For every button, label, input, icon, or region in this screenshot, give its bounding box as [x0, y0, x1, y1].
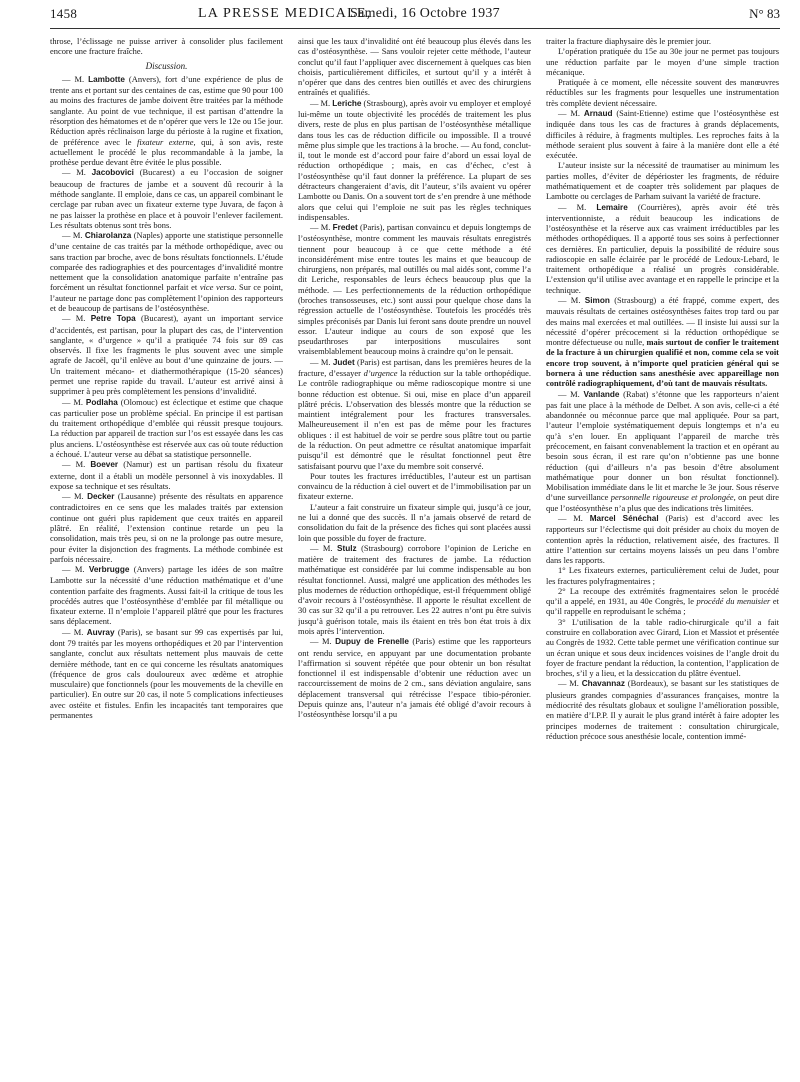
text-run: (Strasbourg) corrobore l’opinion de Leriche en matière de traitement des fractures de jambe. La réduction mathématique est considérée par lui comme indispensable au bon résultat fonctionnel. Aussi, malgré une application des méthodes les plus modernes de réduction orthopédique, est-il fréquemment obligé d’avoir recours à l’ostéosynthèse. Il apporte le résultat excellent de 30 cas sur 32 qu’il a pu retrouver. Les 22 autres n’ont pu être suivis jusqu’à guérison totale, mais ils étaient en très bon état trois à dix mois après l’intervention. [298, 542, 531, 637]
italic-phrase: fixateur externe [136, 136, 194, 147]
column-1 [50, 36, 283, 1076]
text-run: — M. [310, 356, 333, 367]
text-run: — M. [62, 564, 89, 575]
author-name: Boever [90, 460, 119, 470]
text-run: (Strasbourg), après avoir vu employer et employé lui-même un toute objectivité les procédés de traitement les plus divers, reste de plus en plus partisan de l’ostéosynthèse métallique dans tous les cas de réduction difficile ou impossible. Il a trouvé même plus simple que les tractions à la broche. — Au fond, conclut-il, tout le monde est d’accord pour faire d’abord un essai loyal de réduction orthopédique ; mais, en cas d’échec, c’est à l’ostéosynthèse qu’il faut donner la préférence. La plupart de ses détracteurs changeraient d’avis, dit l’auteur, s’ils avaient vu opérer Lambotte ou Danis. On a souvent tort de s’en prendre à une méthode alors que celui qui l’emploie ne suit pas les règles techniques indispensables. [298, 97, 531, 222]
text-run: (Paris) estime que les rapporteurs ont rendu service, en appuyant par une documentation probante l’affirmation si souvent répétée que pour obtenir un bon résultat fonctionnel il est indispensable d’obtenir une réduction avec un raccourcissement de moins de 2 cm., sans déviation angulaire, sans déplacement transversal qui rétrécisse l’espace tibio-péronier. Depuis quinze ans, l’auteur n’a jamais été obligé d’avoir recours à l’ostéosynthèse lorsqu’il a pu [298, 636, 531, 720]
paragraph [298, 357, 531, 471]
author-name: Fredet [332, 223, 358, 233]
bold-phrase: mais surtout de confier le traitement de la fracture à un chirurgien qualifié et non, comme cela se voit encore trop souvent, à n’importe quel praticien général qui se bornera à une réduction sans anesthésie avec appareillage non contrôlé radiographiquement, d’où tant de mauvais résultats. [546, 337, 779, 389]
text-run: — M. [62, 396, 86, 407]
text-run: — M. [62, 626, 87, 637]
author-name: Chavannaz [581, 679, 625, 689]
paragraph [546, 160, 779, 201]
author-name: Auvray [86, 627, 115, 637]
author-name: Marcel Sénéchal [589, 513, 659, 523]
italic-phrase: d’urgence [363, 368, 398, 378]
text-run: Pratiquée à ce moment, elle nécessite souvent des manœuvres réductibles sur les fragments pour lesquelles une instrumentation très complète devient nécessaire. [546, 77, 779, 108]
italic-phrase: procédé du menuisier [696, 596, 771, 607]
text-run: — M. [558, 107, 584, 118]
author-name: Leriche [332, 98, 362, 108]
author-name: Jacobovici [91, 168, 134, 178]
text-run: (Paris), se basant sur 99 cas expertisés par lui, dont 79 traités par les moyens orthopédiques et 20 par l’intervention sanglante, conclut aux résultats nettement plus mauvais de cette dernière méthode, tant en ce qui concerne les résultats anatomiques (fréquence de gros cals douloureux avec œdème et atrophie musculaire) que fonctionnels (pour les mouvements de la cheville en particulier). En outre sur 20 cas, il note 5 complications infectieuses avec ostéite et fistules. Enfin les incapacités tant temporaires que permanentes [50, 626, 283, 720]
paragraph [298, 36, 531, 98]
text-run: — M. [558, 388, 584, 399]
paragraph [546, 202, 779, 296]
text-run: (Paris), partisan convaincu et depuis longtemps de l’ostéosynthèse, montre comment les mauvais résultats enregistrés tiennent pour beaucoup à ce que cette méthode a été inconsidérément mise entre toutes les mains et que beaucoup de chirurgiens, non préparés, mal outillés ou mal aidés sont, comme l’a dit Leriche, responsables de leurs échecs beaucoup plus que la méthode. — Les perfectionnements de la réduction orthopédique (broches transosseuses, etc.) sont aussi pour quelque chose dans la régression actuelle de l’ostéosynthèse. Toutefois les procédés très simples préconisés par Danis lui feront sans doute prendre un nouvel essor. L’auteur indique au cours de son exposé que les pseudarthroses par interpositions musculaires sont vraisemblablement beaucoup moins à craindre qu’on le pensait. [298, 222, 531, 357]
author-name: Verbrugge [88, 565, 130, 575]
paragraph [50, 491, 283, 564]
text-run: (Courrières), après avoir été très interventionniste, a réduit beaucoup les indications de l’ostéosynthèse et la réserve aux cas vraiment irréductibles par les méthodes orthopédiques. Il a apporté tous ses soins à perfectionner ces dernières. En particulier, depuis la possibilité de réduire sous radioscopie en salle éclairée par le procédé de Ledoux-Lebard, le traitement orthopédique a réalisé un progrès considérable. L’extension qu’il utilise avec avantage et en rappelle le principe et la technique. [546, 201, 779, 295]
paragraph [50, 459, 283, 491]
paragraph [546, 389, 779, 513]
italic-phrase: personnelle rigoureuse et prolongée [610, 492, 734, 503]
text-run: 2° La recoupe des extrémités fragmentaires selon le procédé qu’il a appelé, en 1931, au 40e Congrès, le [546, 585, 779, 607]
paragraph [546, 46, 779, 77]
text-run: — M. [62, 73, 89, 84]
text-run: (Bucarest), ayant un important service d’accidentés, est partisan, pour la plupart des cas, de l’intervention sanglante, « d’urgence » qu’il a pratiquée 74 fois sur 89 cas observés. Il fixe les fragments le plus souvent avec une simple agrafe de Jacoël, qu’il enlève au bout d’une quinzaine de jours. — Un traitement mécano- et diathermothérapique (15-20 séances) permet une reprise rapide du travail. L’auteur est arrivé ainsi à supprimer à peu près complètement les pensions d’invalidité. [50, 313, 283, 397]
paragraph [298, 543, 531, 637]
author-name: Petre Topa [90, 314, 136, 324]
text-run: — M. [558, 295, 585, 306]
paragraph [546, 678, 779, 741]
text-run: — M. [310, 222, 333, 233]
text-run: — M. [558, 678, 582, 689]
paragraph [50, 397, 283, 460]
text-run: — M. [310, 542, 338, 553]
text-run: (Paris) est partisan, dans les premières heures de la fracture, d’essayer [298, 356, 531, 378]
paragraph [546, 295, 779, 389]
header-rule [50, 28, 780, 29]
paragraph [50, 627, 283, 721]
text-run: (Bordeaux), se basant sur les statistiques de plusieurs grandes compagnies d’assurances françaises, montre la médiocrité des résultats globaux et souligne l’amélioration possible, en matière d’I.P.P. Il y aurait le plus grand intérêt à faire adopter les principes modernes de traitement : consultation chirurgicale, réduction précoce sous anesthésie locale, contention immé- [546, 678, 779, 741]
text-run: (Naples) apporte une statistique personnelle d’une centaine de cas traités par la méthode orthopédique, avec ou sans traction par broche, avec de bons résultats fonctionnels. L’étude comparée des radiographies et des pourcentages d’invalidité montre nettement que la consolidation anatomique parfaite n’entraîne pas forcément un résultat fonctionnel parfait et [50, 230, 283, 293]
text-run: throse, l’éclissage ne puisse arriver à consolider plus facilement encore une fracture fraîche. [50, 36, 283, 57]
author-name: Dupuy de Frenelle [335, 637, 409, 647]
text-run: traiter la fracture diaphysaire dès le premier jour. [546, 36, 711, 46]
text-run: . Sur ce point, l’auteur ne partage donc pas complètement l’opinion des rapporteurs et de beaucoup de partisans de l’ostéosynthèse. [50, 282, 283, 314]
text-run: ainsi que les taux d’invalidité ont été beaucoup plus élevés dans les cas d’ostéosynthèse. — Sans vouloir rejeter cette méthode, l’auteur conclut qu’il faut l’appliquer avec discernement à quelques cas bien choisis, particulièrement difficiles, et surtout qu’il y a intérêt à n’opérer que dans des centres bien outillés et avec des chirurgiens entraînés et qualifiés. [298, 36, 531, 98]
text-run: , on peut dire que l’ostéosynthèse n’a plus que des indications très limitées. [546, 492, 779, 513]
journal-title: LA PRESSE MEDICALE, [198, 6, 372, 21]
section-heading: Discussion. [145, 60, 188, 71]
paragraph [298, 502, 531, 543]
text-run: la réduction sur la table orthopédique. Le contrôle radiographique ou même radioscopique montre si une bonne réduction est obtenue. Si oui, mise en place d’un appareil plâtré précis. L’observation des blessés montre que la réduction se maintient intégralement pour les fractures transversales. Malheureusement il n’en est pas de même pour les fractures obliques : il est habituel de voir se perdre sous plâtre tout ou partie de la réduction. On peut admettre ce résultat anatomique imparfait puisqu’il est démontré que le résultat fonctionnel peut être satisfaisant pourvu que l’axe du membre soit conservé. [298, 368, 531, 471]
text-run: (Olomouc) est éclectique et estime que chaque cas particulier pose un problème spécial. En principe il est partisan du traitement orthopédique d’emblée qui réussit presque toujours. La réduction par appareil de traction sur l’os est essayée dans les cas plus anciens. L’ostéosynthèse est réservée aux cas où toute réduction a échoué. L’auteur verse au débat sa statistique personnelle. [50, 396, 283, 459]
paragraph [298, 98, 531, 222]
author-name: Vanlande [583, 389, 620, 399]
text-run: — M. [558, 201, 597, 212]
text-run: (Namur) est un partisan résolu du fixateur externe, dont il a établi un modèle personnel à vis inoxydables. Il expose sa technique et ses résultats. [50, 459, 283, 491]
text-run: — M. [62, 230, 85, 241]
text-run: — M. [62, 313, 91, 324]
paragraph [546, 108, 779, 160]
text-run: — M. [62, 459, 91, 470]
author-name: Judet [332, 357, 355, 367]
page-header [50, 6, 780, 28]
text-run: (Saint-Etienne) estime que l’ostéosynthèse est indiquée dans tous les cas de fractures à grands déplacements, difficiles à réduire, à fragments multiples. Les reproches faits à la méthode seraient plus souvent à faire à la manière dont elle a été exécutée. [546, 107, 779, 161]
text-run: (Anvers) partage les idées de son maître Lambotte sur la nécessité d’une réduction mathématique et d’une contention parfaite des fragments. Aussi fait-il la critique de tous les procédés autres que l’ostéosynthèse d’emblée par fil métallique ou fixateur externe. Il n’emploie l’appareil plâtré que pour les fractures sans déplacement. [50, 564, 283, 627]
author-name: Lambotte [88, 74, 125, 84]
paragraph [546, 586, 779, 617]
text-run: (Lausanne) présente des résultats en apparence contradictoires en ce sens que les malades traités par extension continue ont guéri plus rapidement que ceux traités en appareil plâtré. En réalité, l’extension continue retarde un peu la consolidation, mais très peu, si on ne la prolonge pas outre mesure, pour éviter la disjonction des fragments. La méthode combinée est parfois nécessaire. [50, 491, 283, 564]
text-run: 1° Les fixateurs externes, particulièrement celui de Judet, pour les fractures polyfragmentaires ; [546, 565, 779, 586]
text-run: — M. [62, 167, 92, 178]
author-name: Arnaud [583, 108, 613, 118]
italic-phrase: vice versa [199, 282, 235, 293]
paragraph [298, 222, 531, 357]
text-run: (Anvers), fort d’une expérience de plus de trente ans et portant sur des centaines de cas, estime que 90 pour 100 au moins des fractures de jambe doivent être traitées par la méthode sanglante. Au point de vue technique, il est partisan d’attendre la résorption des hématomes et de n’opérer que vers le 12e ou 15e jour. Réduction après réclinaison large du périoste à la rugine et fixation, de préférence avec le [50, 73, 283, 147]
text-run: (Paris) est d’accord avec les rapporteurs sur l’éclectisme qui doit présider au choix du moyen de contention après la réduction, relativement aisée, des fractures. Il attire l’attention sur certains moyens laissés un peu dans l’ombre dans les rapports. [546, 512, 779, 566]
text-run: L’auteur insiste sur la nécessité de traumatiser au minimum les parties molles, d’éviter de dépérioster les fragments, de réduire mathématiquement et de coapter très solidement par plaques de Lambotte ou cerclages de Parham suivant la variété de fracture. [546, 160, 779, 202]
column-3 [546, 36, 779, 1076]
text-run: (Strasbourg) a été frappé, comme expert, des mauvais résultats de certaines ostéosynthèses faites trop tard ou par des mains mal exercées et mal outillées. — Il insiste lui aussi sur la nécessité d’opérer précocement si la réduction orthopédique se montre défectueuse ou nulle, [546, 295, 779, 348]
paragraph [546, 513, 779, 565]
author-name: Simon [584, 296, 610, 306]
author-name: Decker [87, 492, 115, 502]
text-run: — M. [310, 97, 333, 108]
paragraph [546, 77, 779, 108]
text-run: 3° L’utilisation de la table radio-chirurgicale qu’il a fait construire en collaboration avec Girard, Lion et Massiot et présentée au Congrès de 1932. Cette table permet une vérification continue sur un écran unique et sous deux incidences voisines de l’angle droit du foyer de fracture pendant la réduction, la contention, l’application de broches, s’il y a lieu, et la dessiccation du plâtre éventuel. [546, 616, 779, 679]
text-run: — M. [310, 636, 336, 647]
text-run: , qui, à son avis, reste actuellement le procédé le plus recommandable à la jambe, la prothèse perdue devant être évitée le plus possible. [50, 136, 283, 168]
issue-number: N° 83 [749, 6, 780, 21]
text-run: Pour toutes les fractures irréductibles, l’auteur est un partisan convaincu de la réduction à ciel ouvert et de l’immobilisation par un fixateur externe. [298, 470, 531, 502]
paragraph [50, 36, 283, 57]
paragraph [50, 74, 283, 168]
text-run: et qu’il rappelle en reproduisant le schéma ; [546, 596, 779, 617]
column-2 [298, 36, 531, 1076]
text-run: (Bucarest) a eu l’occasion de soigner beaucoup de fractures de jambe et a souvent dû recourir à la méthode sanglante. Il emploie, dans ce cas, un appareil combinant le cerclage par ruban avec un fixateur externe type Juvara, de façon à ne pas laisser la prothèse en place et à pouvoir l’enlever facilement. Les résultats obtenus sont très bons. [50, 167, 283, 230]
paragraph [50, 564, 283, 627]
author-name: Stulz [337, 543, 357, 553]
author-name: Podlaha [85, 397, 118, 407]
paragraph [546, 617, 779, 679]
text-run: (Rabat) s’étonne que les rapporteurs n’aient pas fait une place à la méthode de Delbet. A son avis, celle-ci a été abandonnée ou méconnue parce que mal appliquée. Pour sa part, l’auteur l’emploie systématiquement depuis longtemps et n’a eu qu’à s’en louer. En appliquant l’appareil de marche très précocement, en faisant convenablement la traction et en opérant au besoin sous écran, il est rare qu’on n’obtienne pas une bonne réduction (qui d’ailleurs n’a pas besoin d’être absolument mathématique pour donner un bon résultat fonctionnel). Mobilisation immédiate dans le lit et marche le 3e jour. Sous réserve d’une surveillance [546, 388, 779, 503]
paragraph [546, 565, 779, 586]
paragraph [298, 471, 531, 502]
text-run: — M. [62, 491, 88, 502]
paragraph [50, 313, 283, 396]
paragraph [50, 230, 283, 313]
paragraph [546, 36, 779, 46]
paragraph [298, 636, 531, 719]
author-name: Lemaire [596, 202, 628, 212]
author-name: Chiarolanza [84, 231, 132, 241]
text-run: L’auteur a fait construire un fixateur simple qui, jusqu’à ce jour, ne lui a donné que des succès. Il n’a jamais observé de retard de consolidation du fait de la présence des fiches qui sont placées aussi loin que possible du foyer de fracture. [298, 501, 531, 543]
text-run: L’opération pratiquée du 15e au 30e jour ne permet pas toujours une réduction parfaite par le moyen d’une simple traction mécanique. [546, 46, 779, 77]
paragraph [50, 167, 283, 230]
text-run: — M. [558, 512, 590, 523]
issue-date: Samedi, 16 Octobre 1937 [350, 6, 500, 21]
page-number: 1458 [50, 6, 78, 21]
